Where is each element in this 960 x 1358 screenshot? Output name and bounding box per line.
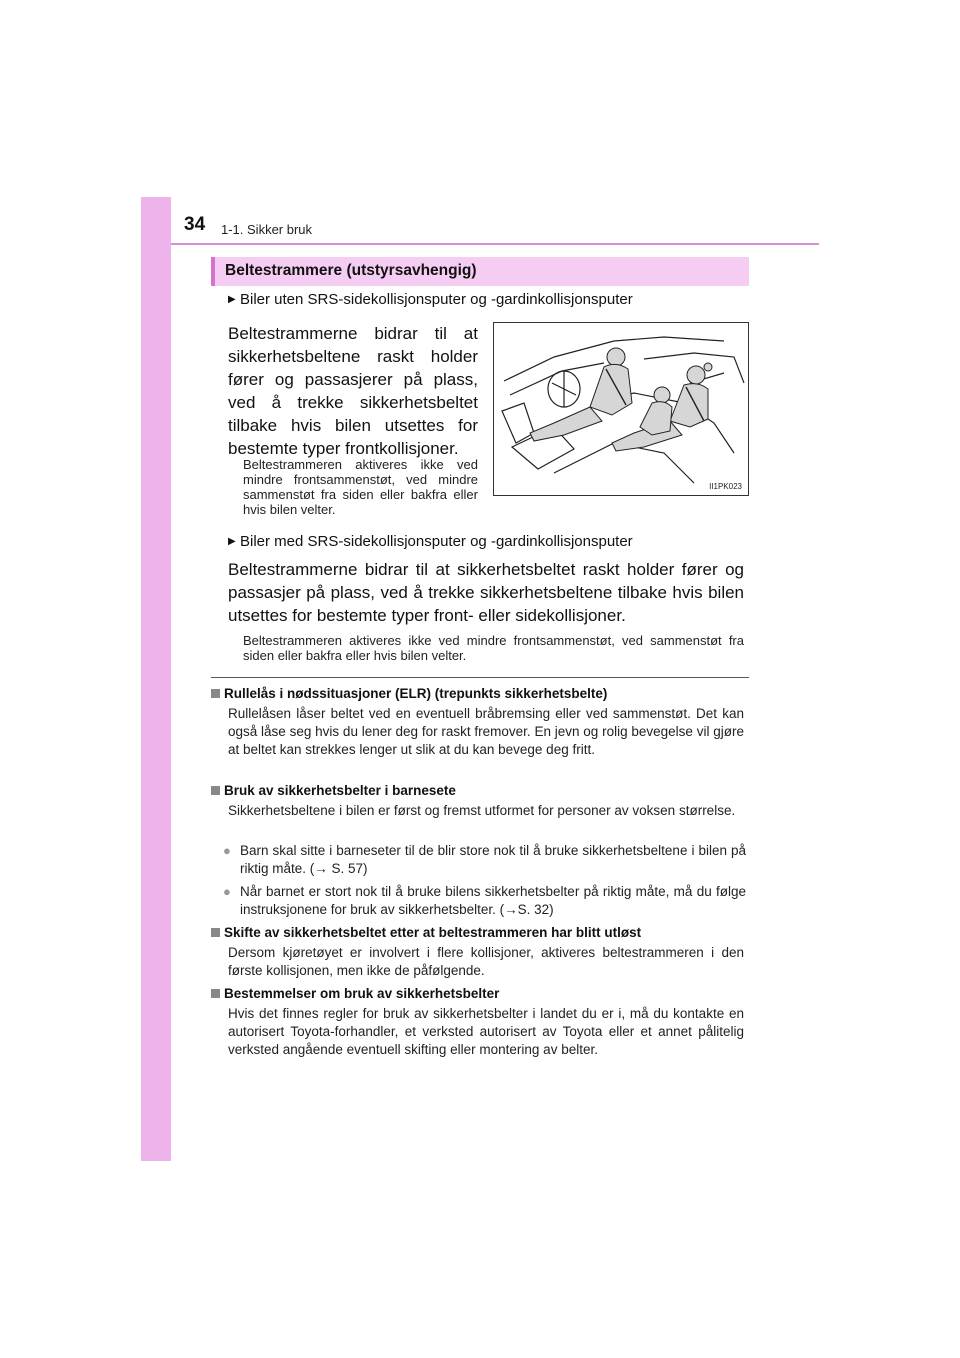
rule-text-child-seat: Sikkerhetsbeltene i bilen er først og fremst utformet for personer av voksen størrelse. — [228, 803, 736, 818]
page-number: 34 — [184, 214, 206, 235]
rule-text-elr: Rullelåsen låser beltet ved en eventuell bråbremsing eller ved sammenstøt. Det kan også låse seg hvis du lener deg for raskt fremover. En jevn og rolig bevegelse vil gjøre at beltet kan strekkes lenger ut slik at du kan bevege deg fritt. — [228, 706, 744, 757]
body-with-srs: Beltestrammerne bidrar til at sikkerhetsbeltet raskt holder fører og passasjer på plass, ved å trekke sikkerhetsbeltene tilbake hvis bilen utsettes for bestemte typer front- eller sidekollisjoner. — [228, 560, 744, 625]
bullet-child-seat-1: Barn skal sitte i barneseter til de blir store nok til å bruke sikkerhetsbeltene i bilen på riktig måte. (→ S. 57) — [240, 843, 746, 876]
triangle-bullet-icon: ▶ — [228, 294, 236, 305]
rule-heading-replacement-text: Skifte av sikkerhetsbeltet etter at beltestrammeren har blitt utløst — [224, 925, 642, 940]
note-without-srs: Beltestrammeren aktiveres ikke ved mindre frontsammenstøt, ved mindre sammenstøt fra siden eller bakfra eller hvis bilen velter. — [243, 457, 478, 517]
square-bullet-icon — [211, 928, 220, 937]
chapter-sidebar-tab — [141, 197, 171, 1161]
rule-text-regulations: Hvis det finnes regler for bruk av sikkerhetsbelter i landet du er i, må du kontakte en autorisert Toyota-forhandler, et verksted autorisert av Toyota eller et annet pålitelig verksted angående eventuell skifting eller montering av belter. — [228, 1006, 744, 1057]
square-bullet-icon — [211, 989, 220, 998]
section-label: 1-1. Sikker bruk — [221, 222, 313, 237]
rule-heading-replacement — [211, 925, 641, 940]
figure-code: II1PK023 — [709, 482, 742, 491]
rule-heading-elr-text: Rullelås i nødssituasjoner (ELR) (trepunkts sikkerhetsbelte) — [224, 686, 608, 701]
bullet-child-seat-2: Når barnet er stort nok til å bruke bilens sikkerhetsbelter på riktig måte, må du følge instruksjonene for bruk av sikkerhetsbelter. (→S. 32) — [240, 884, 746, 917]
header-rule — [171, 243, 819, 245]
note-with-srs: Beltestrammeren aktiveres ikke ved mindre frontsammenstøt, ved sammenstøt fra siden eller bakfra eller hvis bilen velter. — [243, 633, 744, 663]
rule-heading-child-seat — [211, 783, 456, 798]
triangle-bullet-icon: ▶ — [228, 536, 236, 547]
section-divider — [211, 677, 749, 678]
rule-heading-regulations-text: Bestemmelser om bruk av sikkerhetsbelter — [224, 986, 500, 1001]
rule-heading-regulations — [211, 986, 499, 1001]
subheading-without-srs-text: Biler uten SRS-sidekollisjonsputer og -gardinkollisjonsputer — [240, 291, 633, 308]
banner-title: Beltestrammere (utstyrsavhengig) — [225, 262, 477, 279]
rule-heading-elr — [211, 686, 607, 701]
subheading-with-srs-text: Biler med SRS-sidekollisjonsputer og -gardinkollisjonsputer — [240, 533, 633, 550]
car-interior-drawing — [494, 323, 748, 495]
car-interior-illustration — [493, 322, 749, 496]
square-bullet-icon — [211, 689, 220, 698]
body-without-srs: Beltestrammerne bidrar til at sikkerhetsbeltene raskt holder fører og passasjerer på plass, ved å trekke sikkerhetsbeltet tilbake hvis bilen utsettes for bestemte typer frontkollisjoner. — [228, 324, 478, 458]
subheading-with-srs — [228, 533, 633, 550]
subheading-without-srs — [228, 291, 633, 308]
section-banner — [211, 257, 749, 286]
round-bullet-icon: ● — [223, 884, 231, 899]
rule-text-replacement: Dersom kjøretøyet er involvert i flere kollisjoner, aktiveres beltestrammeren i den første kollisjonen, men ikke de påfølgende. — [228, 945, 744, 978]
round-bullet-icon: ● — [223, 843, 231, 858]
square-bullet-icon — [211, 786, 220, 795]
rule-heading-child-seat-text: Bruk av sikkerhetsbelter i barnesete — [224, 783, 456, 798]
